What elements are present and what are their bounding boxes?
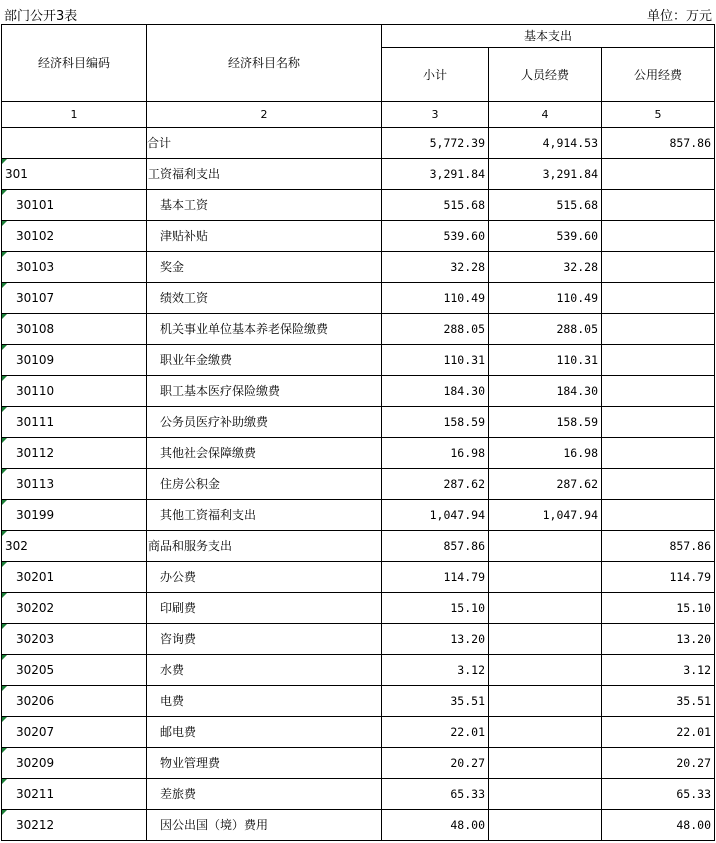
public-cell-text: 857.86 [669, 539, 711, 553]
account-name-cell[interactable] [147, 159, 382, 190]
account-name-cell-text: 奖金 [160, 260, 185, 274]
index-cell: 5 [602, 102, 715, 128]
table-row [2, 655, 715, 686]
account-name-cell[interactable] [147, 686, 382, 717]
cell-comment-marker-icon [2, 748, 7, 753]
account-code-cell-text: 30203 [16, 632, 55, 646]
personnel-cell[interactable] [489, 717, 602, 748]
public-cell[interactable] [602, 562, 715, 593]
table-row [2, 562, 715, 593]
subtotal-cell-text: 3,291.84 [429, 167, 485, 181]
subtotal-cell[interactable] [382, 469, 489, 500]
table-row [2, 314, 715, 345]
personnel-cell-text: 539.60 [556, 229, 598, 243]
column-index-row [2, 102, 715, 128]
cell-comment-marker-icon [2, 624, 7, 629]
subtotal-cell-text: 16.98 [450, 446, 485, 460]
subtotal-cell[interactable] [382, 810, 489, 841]
account-name-cell[interactable] [147, 531, 382, 562]
public-cell[interactable] [602, 128, 715, 159]
account-code-cell[interactable] [2, 717, 147, 748]
subtotal-cell-text: 184.30 [443, 384, 485, 398]
subtotal-cell-text: 15.10 [450, 601, 485, 615]
table-row [2, 128, 715, 159]
account-code-cell[interactable] [2, 376, 147, 407]
header-basic-expenditure: 基本支出 [382, 25, 715, 48]
public-cell[interactable] [602, 500, 715, 531]
account-code-cell[interactable] [2, 190, 147, 221]
account-code-cell-text: 30209 [16, 756, 55, 770]
table-row [2, 810, 715, 841]
subtotal-cell[interactable] [382, 252, 489, 283]
personnel-cell-text: 3,291.84 [542, 167, 598, 181]
subtotal-cell[interactable] [382, 686, 489, 717]
account-code-cell-text: 30201 [16, 570, 55, 584]
personnel-cell-text: 158.59 [556, 415, 598, 429]
personnel-cell[interactable] [489, 376, 602, 407]
account-name-cell[interactable] [147, 655, 382, 686]
personnel-cell-text: 1,047.94 [542, 508, 598, 522]
account-name-cell-text: 津贴补贴 [160, 229, 209, 243]
account-code-cell-text: 30108 [16, 322, 55, 336]
personnel-cell-text: 110.49 [556, 291, 598, 305]
public-cell[interactable] [602, 779, 715, 810]
account-name-cell[interactable] [147, 593, 382, 624]
subtotal-cell-text: 158.59 [443, 415, 485, 429]
account-name-cell[interactable] [147, 314, 382, 345]
account-code-cell-text: 30113 [16, 477, 55, 491]
personnel-cell[interactable] [489, 531, 602, 562]
public-cell[interactable] [602, 717, 715, 748]
personnel-cell[interactable] [489, 345, 602, 376]
public-cell-text: 13.20 [676, 632, 711, 646]
subtotal-cell-text: 114.79 [443, 570, 485, 584]
public-cell-text: 20.27 [676, 756, 711, 770]
account-code-cell-text: 30212 [16, 818, 55, 832]
account-code-cell-text: 301 [5, 167, 28, 181]
account-name-cell-text: 绩效工资 [160, 291, 209, 305]
public-cell-text: 48.00 [676, 818, 711, 832]
personnel-cell-text: 32.28 [563, 260, 598, 274]
personnel-cell[interactable] [489, 500, 602, 531]
account-name-cell-text: 差旅费 [160, 787, 197, 801]
personnel-cell[interactable] [489, 252, 602, 283]
table-row [2, 686, 715, 717]
cell-comment-marker-icon [2, 314, 7, 319]
public-cell-text: 3.12 [683, 663, 711, 677]
account-code-cell[interactable] [2, 128, 147, 159]
header-personnel: 人员经费 [489, 48, 602, 102]
account-code-cell-text: 30107 [16, 291, 55, 305]
table-row [2, 531, 715, 562]
account-code-cell-text: 30101 [16, 198, 55, 212]
account-name-cell[interactable] [147, 779, 382, 810]
subtotal-cell-text: 20.27 [450, 756, 485, 770]
subtotal-cell-text: 22.01 [450, 725, 485, 739]
account-code-cell-text: 30109 [16, 353, 55, 367]
subtotal-cell-text: 13.20 [450, 632, 485, 646]
personnel-cell[interactable] [489, 438, 602, 469]
header-public: 公用经费 [602, 48, 715, 102]
subtotal-cell[interactable] [382, 655, 489, 686]
table-row [2, 221, 715, 252]
account-code-cell[interactable] [2, 469, 147, 500]
account-code-cell[interactable] [2, 562, 147, 593]
account-name-cell-text: 因公出国（境）费用 [160, 818, 269, 832]
subtotal-cell-text: 539.60 [443, 229, 485, 243]
account-code-cell[interactable] [2, 655, 147, 686]
subtotal-cell[interactable] [382, 159, 489, 190]
subtotal-cell-text: 5,772.39 [429, 136, 485, 150]
cell-comment-marker-icon [2, 159, 7, 164]
account-code-cell[interactable] [2, 686, 147, 717]
public-cell[interactable] [602, 655, 715, 686]
cell-comment-marker-icon [2, 407, 7, 412]
cell-comment-marker-icon [2, 779, 7, 784]
account-name-cell[interactable] [147, 345, 382, 376]
index-cell: 2 [147, 102, 382, 128]
public-cell[interactable] [602, 531, 715, 562]
personnel-cell-text: 4,914.53 [542, 136, 598, 150]
account-name-cell-text: 邮电费 [160, 725, 197, 739]
personnel-cell[interactable] [489, 779, 602, 810]
table-body [2, 25, 715, 841]
personnel-cell[interactable] [489, 655, 602, 686]
personnel-cell[interactable] [489, 593, 602, 624]
unit-label: 单位：万元 [646, 9, 712, 24]
account-name-cell-text: 咨询费 [160, 632, 197, 646]
personnel-cell-text: 110.31 [556, 353, 598, 367]
personnel-cell[interactable] [489, 407, 602, 438]
account-name-cell[interactable] [147, 407, 382, 438]
public-cell-text: 35.51 [676, 694, 711, 708]
account-name-cell[interactable] [147, 810, 382, 841]
subtotal-cell-text: 287.62 [443, 477, 485, 491]
table-row [2, 593, 715, 624]
public-cell[interactable] [602, 190, 715, 221]
subtotal-cell-text: 110.31 [443, 353, 485, 367]
account-name-cell-text: 物业管理费 [160, 756, 221, 770]
public-cell-text: 857.86 [669, 136, 711, 150]
account-code-cell-text: 30206 [16, 694, 55, 708]
header-row-top [2, 25, 715, 48]
cell-comment-marker-icon [2, 593, 7, 598]
subtotal-cell[interactable] [382, 624, 489, 655]
public-cell[interactable] [602, 748, 715, 779]
subtotal-cell[interactable] [382, 190, 489, 221]
subtotal-cell[interactable] [382, 500, 489, 531]
public-cell-text: 65.33 [676, 787, 711, 801]
table-row [2, 407, 715, 438]
account-name-cell[interactable] [147, 748, 382, 779]
account-name-cell-text: 商品和服务支出 [148, 539, 233, 553]
subtotal-cell[interactable] [382, 717, 489, 748]
table-row [2, 748, 715, 779]
subtotal-cell[interactable] [382, 779, 489, 810]
personnel-cell[interactable] [489, 624, 602, 655]
public-cell[interactable] [602, 283, 715, 314]
account-name-cell-text: 机关事业单位基本养老保险缴费 [160, 322, 329, 336]
personnel-cell-text: 515.68 [556, 198, 598, 212]
subtotal-cell[interactable] [382, 376, 489, 407]
public-cell[interactable] [602, 314, 715, 345]
account-code-cell[interactable] [2, 221, 147, 252]
subtotal-cell[interactable] [382, 314, 489, 345]
account-name-cell-text: 印刷费 [160, 601, 197, 615]
account-name-cell-text: 水费 [160, 663, 185, 677]
subtotal-cell[interactable] [382, 407, 489, 438]
account-code-cell-text: 30207 [16, 725, 55, 739]
personnel-cell[interactable] [489, 128, 602, 159]
subtotal-cell-text: 857.86 [443, 539, 485, 553]
personnel-cell[interactable] [489, 748, 602, 779]
table-row [2, 469, 715, 500]
cell-comment-marker-icon [2, 717, 7, 722]
public-cell[interactable] [602, 221, 715, 252]
index-cell: 3 [382, 102, 489, 128]
table-row [2, 376, 715, 407]
personnel-cell-text: 287.62 [556, 477, 598, 491]
account-name-cell[interactable] [147, 190, 382, 221]
expenditure-table [1, 24, 715, 841]
account-code-cell-text: 30199 [16, 508, 55, 522]
account-code-cell[interactable] [2, 810, 147, 841]
cell-comment-marker-icon [2, 345, 7, 350]
account-name-cell[interactable] [147, 469, 382, 500]
cell-comment-marker-icon [2, 469, 7, 474]
cell-comment-marker-icon [2, 252, 7, 257]
account-code-cell-text: 30211 [16, 787, 55, 801]
account-name-cell-text: 工资福利支出 [148, 167, 221, 181]
subtotal-cell[interactable] [382, 345, 489, 376]
public-cell-text: 15.10 [676, 601, 711, 615]
cell-comment-marker-icon [2, 810, 7, 815]
account-name-cell-text: 电费 [160, 694, 185, 708]
account-code-cell-text: 30102 [16, 229, 55, 243]
account-code-cell-text: 30202 [16, 601, 55, 615]
cell-comment-marker-icon [2, 283, 7, 288]
public-cell-text: 22.01 [676, 725, 711, 739]
account-code-cell[interactable] [2, 159, 147, 190]
public-cell[interactable] [602, 438, 715, 469]
public-cell[interactable] [602, 407, 715, 438]
personnel-cell[interactable] [489, 562, 602, 593]
table-row [2, 345, 715, 376]
account-code-cell-text: 30111 [16, 415, 55, 429]
public-cell[interactable] [602, 810, 715, 841]
account-code-cell[interactable] [2, 345, 147, 376]
table-row [2, 159, 715, 190]
table-row [2, 717, 715, 748]
cell-comment-marker-icon [2, 376, 7, 381]
header-subtotal: 小计 [382, 48, 489, 102]
subtotal-cell-text: 3.12 [457, 663, 485, 677]
account-code-cell[interactable] [2, 500, 147, 531]
account-code-cell-text: 30205 [16, 663, 55, 677]
account-name-cell[interactable] [147, 252, 382, 283]
header-name: 经济科目名称 [147, 25, 382, 102]
subtotal-cell-text: 32.28 [450, 260, 485, 274]
account-code-cell[interactable] [2, 748, 147, 779]
table-row [2, 190, 715, 221]
personnel-cell[interactable] [489, 314, 602, 345]
public-cell[interactable] [602, 593, 715, 624]
account-name-cell[interactable] [147, 717, 382, 748]
table-row [2, 252, 715, 283]
account-name-cell-text: 公务员医疗补助缴费 [160, 415, 269, 429]
subtotal-cell[interactable] [382, 438, 489, 469]
account-name-cell[interactable] [147, 438, 382, 469]
account-code-cell[interactable] [2, 779, 147, 810]
personnel-cell[interactable] [489, 190, 602, 221]
account-name-cell[interactable] [147, 500, 382, 531]
account-code-cell[interactable] [2, 252, 147, 283]
cell-comment-marker-icon [2, 221, 7, 226]
document-title: 部门公开3表 [4, 9, 78, 24]
subtotal-cell[interactable] [382, 593, 489, 624]
account-name-cell-text: 基本工资 [160, 198, 209, 212]
personnel-cell[interactable] [489, 686, 602, 717]
public-cell[interactable] [602, 624, 715, 655]
subtotal-cell-text: 1,047.94 [429, 508, 485, 522]
personnel-cell-text: 288.05 [556, 322, 598, 336]
subtotal-cell-text: 288.05 [443, 322, 485, 336]
public-cell[interactable] [602, 345, 715, 376]
account-name-cell-text: 职业年金缴费 [160, 353, 233, 367]
account-code-cell-text: 30103 [16, 260, 55, 274]
cell-comment-marker-icon [2, 531, 7, 536]
public-cell[interactable] [602, 686, 715, 717]
table-row [2, 283, 715, 314]
account-code-cell-text: 302 [5, 539, 28, 553]
subtotal-cell[interactable] [382, 283, 489, 314]
public-cell[interactable] [602, 376, 715, 407]
personnel-cell[interactable] [489, 810, 602, 841]
account-code-cell[interactable] [2, 593, 147, 624]
personnel-cell-text: 16.98 [563, 446, 598, 460]
subtotal-cell-text: 48.00 [450, 818, 485, 832]
cell-comment-marker-icon [2, 190, 7, 195]
account-name-cell[interactable] [147, 221, 382, 252]
cell-comment-marker-icon [2, 438, 7, 443]
account-code-cell[interactable] [2, 531, 147, 562]
account-name-cell[interactable] [147, 624, 382, 655]
subtotal-cell[interactable] [382, 128, 489, 159]
index-cell: 4 [489, 102, 602, 128]
cell-comment-marker-icon [2, 500, 7, 505]
public-cell-text: 114.79 [669, 570, 711, 584]
public-cell[interactable] [602, 469, 715, 500]
cell-comment-marker-icon [2, 562, 7, 567]
table-row [2, 438, 715, 469]
account-name-cell[interactable] [147, 283, 382, 314]
account-name-cell[interactable] [147, 128, 382, 159]
account-name-cell-text: 其他社会保障缴费 [160, 446, 257, 460]
account-code-cell[interactable] [2, 624, 147, 655]
cell-comment-marker-icon [2, 686, 7, 691]
table-row [2, 500, 715, 531]
personnel-cell-text: 184.30 [556, 384, 598, 398]
account-name-cell-text: 办公费 [160, 570, 197, 584]
subtotal-cell-text: 35.51 [450, 694, 485, 708]
table-row [2, 779, 715, 810]
personnel-cell[interactable] [489, 283, 602, 314]
account-name-cell-text: 其他工资福利支出 [160, 508, 257, 522]
index-cell: 1 [2, 102, 147, 128]
subtotal-cell[interactable] [382, 748, 489, 779]
account-name-cell[interactable] [147, 562, 382, 593]
personnel-cell[interactable] [489, 221, 602, 252]
account-code-cell[interactable] [2, 314, 147, 345]
sheet-title-bar [0, 0, 716, 24]
subtotal-cell-text: 65.33 [450, 787, 485, 801]
public-cell[interactable] [602, 252, 715, 283]
public-cell[interactable] [602, 159, 715, 190]
cell-comment-marker-icon [2, 655, 7, 660]
subtotal-cell-text: 515.68 [443, 198, 485, 212]
subtotal-cell[interactable] [382, 562, 489, 593]
account-code-cell-text: 30110 [16, 384, 55, 398]
account-name-cell-text: 职工基本医疗保险缴费 [160, 384, 281, 398]
table-row [2, 624, 715, 655]
personnel-cell[interactable] [489, 469, 602, 500]
account-code-cell[interactable] [2, 407, 147, 438]
account-name-cell-text: 合计 [147, 136, 172, 150]
account-name-cell-text: 住房公积金 [160, 477, 221, 491]
subtotal-cell[interactable] [382, 221, 489, 252]
account-code-cell[interactable] [2, 283, 147, 314]
account-code-cell[interactable] [2, 438, 147, 469]
account-name-cell[interactable] [147, 376, 382, 407]
account-code-cell-text: 30112 [16, 446, 55, 460]
personnel-cell[interactable] [489, 159, 602, 190]
subtotal-cell[interactable] [382, 531, 489, 562]
subtotal-cell-text: 110.49 [443, 291, 485, 305]
header-code: 经济科目编码 [2, 25, 147, 102]
